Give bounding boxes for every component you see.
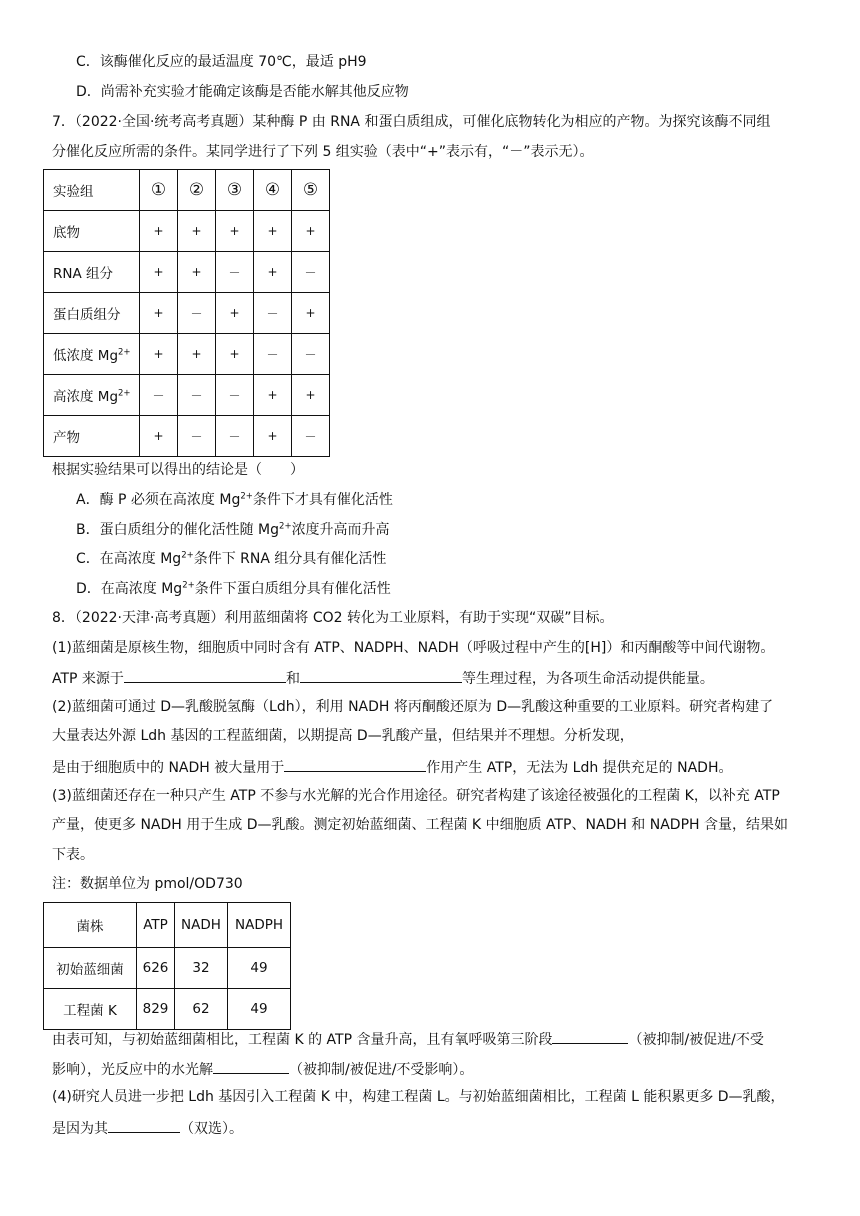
- q8-p3-line3: 下表。: [52, 847, 94, 863]
- table-row: [44, 293, 330, 334]
- text: 和: [285, 671, 300, 687]
- q8-p3-line1: (3)蓝细菌还存在一种只产生 ATP 不参与水光解的光合作用途径。研究者构建了该途径被强化的工程菌 K，以补充 ATP: [52, 788, 780, 804]
- header-cell: ATP: [137, 903, 175, 948]
- q7-experiment-table: [43, 169, 330, 457]
- q8-p3-line2: 产量，使更多 NADH 用于生成 D—乳酸。测定初始蓝细菌、工程菌 K 中细胞质 ATP、NADH 和 NADPH 含量，结果如: [52, 817, 789, 833]
- header-cell: ①: [140, 170, 178, 211]
- header-cell: ②: [178, 170, 216, 211]
- table-cell: －: [216, 375, 254, 416]
- table-cell: +: [254, 211, 292, 252]
- option-text: 浓度升高而升高: [291, 522, 390, 538]
- table-cell: +: [216, 211, 254, 252]
- table-cell: 初始蓝细菌: [44, 948, 137, 989]
- answer-blank[interactable]: [108, 1117, 180, 1133]
- table-cell: +: [140, 252, 178, 293]
- answer-blank[interactable]: [552, 1028, 628, 1044]
- q8-p4-line2: [52, 1117, 243, 1139]
- superscript: 2+: [181, 550, 194, 561]
- option-text: 条件下蛋白质组分具有催化活性: [194, 581, 391, 597]
- table-cell: +: [216, 293, 254, 334]
- header-cell: ⑤: [292, 170, 330, 211]
- q8-p1-line2: [52, 667, 714, 689]
- table-cell: －: [178, 416, 216, 457]
- table-cell: +: [178, 334, 216, 375]
- table-cell: －: [178, 375, 216, 416]
- text: 由表可知，与初始蓝细菌相比，工程菌 K 的 ATP 含量升高，且有氧呼吸第三阶段: [52, 1032, 553, 1048]
- row-label: [44, 211, 140, 252]
- option-text: 条件下 RNA 组分具有催化活性: [193, 551, 387, 567]
- q6-option-d: D．尚需补充实验才能确定该酶是否能水解其他反应物: [76, 84, 409, 100]
- answer-blank[interactable]: [213, 1058, 289, 1074]
- table-row: [44, 375, 330, 416]
- q8-p2-line3: [52, 756, 732, 778]
- text: ATP 来源于: [52, 671, 124, 687]
- q8-data-table: [43, 902, 291, 1030]
- answer-blank[interactable]: [300, 667, 462, 683]
- q8-stem: 8．（2022·天津·高考真题）利用蓝细菌将 CO2 转化为工业原料，有助于实现“双碳”目标。: [52, 610, 614, 626]
- row-label-text: 产物: [53, 430, 80, 446]
- table-cell: +: [140, 416, 178, 457]
- q6-option-c: C．该酶催化反应的最适温度 70℃，最适 pH9: [76, 54, 367, 70]
- header-cell: NADH: [175, 903, 228, 948]
- table-cell: +: [254, 375, 292, 416]
- table-cell: －: [216, 416, 254, 457]
- table-cell: +: [292, 375, 330, 416]
- table-row: [44, 252, 330, 293]
- header-cell: NADPH: [228, 903, 291, 948]
- table-cell: 49: [228, 948, 291, 989]
- table-cell: －: [140, 375, 178, 416]
- row-label: [44, 293, 140, 334]
- q8-p3-after-line2: [52, 1058, 473, 1080]
- q7-option-d: [76, 579, 391, 599]
- superscript: 2+: [240, 491, 253, 502]
- row-label-text: 蛋白质组分: [53, 307, 121, 323]
- table-cell: －: [292, 252, 330, 293]
- option-text: A．酶 P 必须在高浓度 Mg: [76, 492, 241, 508]
- row-label: [44, 375, 140, 416]
- q7-question: 根据实验结果可以得出的结论是（ ）: [52, 462, 304, 478]
- table-cell: +: [216, 334, 254, 375]
- q8-p1-line1: (1)蓝细菌是原核生物，细胞质中同时含有 ATP、NADPH、NADH（呼吸过程中产生的[H]）和丙酮酸等中间代谢物。: [52, 640, 775, 656]
- table-cell: +: [140, 211, 178, 252]
- answer-blank[interactable]: [284, 756, 426, 772]
- q7-stem-line1: 7．（2022·全国·统考高考真题）某种酶 P 由 RNA 和蛋白质组成，可催化底物转化为相应的产物。为探究该酶不同组: [52, 114, 771, 130]
- row-label-text: 底物: [53, 225, 80, 241]
- table-cell: +: [292, 211, 330, 252]
- option-text: C．在高浓度 Mg: [76, 551, 182, 567]
- superscript: 2+: [118, 388, 131, 399]
- table-cell: －: [178, 293, 216, 334]
- option-text: 条件下才具有催化活性: [252, 492, 393, 508]
- row-label-text: RNA 组分: [53, 266, 114, 282]
- table-cell: +: [254, 252, 292, 293]
- header-cell: 菌株: [44, 903, 137, 948]
- row-label: [44, 252, 140, 293]
- q7-option-b: [76, 520, 390, 540]
- table-row: [44, 416, 330, 457]
- table-cell: －: [216, 252, 254, 293]
- q7-option-a: [76, 490, 393, 510]
- text: （被抑制/被促进/不受影响）。: [289, 1062, 474, 1078]
- text: 影响），光反应中的水光解: [52, 1062, 213, 1078]
- table-row: [44, 948, 291, 989]
- superscript: 2+: [279, 521, 292, 532]
- q8-p3-after-line1: [52, 1028, 764, 1050]
- table-cell: +: [254, 416, 292, 457]
- table-cell: －: [254, 293, 292, 334]
- superscript: 2+: [182, 580, 195, 591]
- q8-p2-line1: (2)蓝细菌可通过 D—乳酸脱氢酶（Ldh），利用 NADH 将丙酮酸还原为 D—乳酸这种重要的工业原料。研究者构建了: [52, 699, 774, 715]
- header-cell: ③: [216, 170, 254, 211]
- q7-option-c: [76, 549, 386, 569]
- row-label-text: 高浓度 Mg: [53, 389, 119, 405]
- table-cell: －: [292, 416, 330, 457]
- table-cell: 626: [137, 948, 175, 989]
- text: （被抑制/被促进/不受: [628, 1032, 764, 1048]
- header-cell: 实验组: [44, 170, 140, 211]
- q8-p4-line1: (4)研究人员进一步把 Ldh 基因引入工程菌 K 中，构建工程菌 L。与初始蓝细菌相比，工程菌 L 能积累更多 D—乳酸，: [52, 1089, 785, 1105]
- table-cell: +: [178, 211, 216, 252]
- option-text: D．在高浓度 Mg: [76, 581, 183, 597]
- text: 是由于细胞质中的 NADH 被大量用于: [52, 760, 285, 776]
- table-row: [44, 211, 330, 252]
- table-cell: 工程菌 K: [44, 989, 137, 1030]
- row-label: [44, 334, 140, 375]
- superscript: 2+: [118, 347, 131, 358]
- table-cell: 62: [175, 989, 228, 1030]
- table-header-row: [44, 903, 291, 948]
- q8-note: 注：数据单位为 pmol/OD730: [52, 876, 243, 892]
- text: 作用产生 ATP，无法为 Ldh 提供充足的 NADH。: [426, 760, 733, 776]
- table-cell: －: [254, 334, 292, 375]
- table-cell: 32: [175, 948, 228, 989]
- text: 是因为其: [52, 1121, 108, 1137]
- table-cell: +: [140, 293, 178, 334]
- text: 等生理过程，为各项生命活动提供能量。: [461, 671, 714, 687]
- q8-p2-line2: 大量表达外源 Ldh 基因的工程蓝细菌，以期提高 D—乳酸产量，但结果并不理想。分析发现，: [52, 728, 634, 744]
- table-cell: +: [178, 252, 216, 293]
- header-cell: ④: [254, 170, 292, 211]
- table-cell: +: [140, 334, 178, 375]
- q7-stem-line2: 分催化反应所需的条件。某同学进行了下列 5 组实验（表中“+”表示有，“－”表示无）。: [52, 144, 594, 160]
- table-row: [44, 334, 330, 375]
- table-header-row: [44, 170, 330, 211]
- table-cell: +: [292, 293, 330, 334]
- row-label-text: 低浓度 Mg: [53, 348, 119, 364]
- table-cell: －: [292, 334, 330, 375]
- table-cell: 49: [228, 989, 291, 1030]
- option-text: B．蛋白质组分的催化活性随 Mg: [76, 522, 280, 538]
- row-label: [44, 416, 140, 457]
- answer-blank[interactable]: [124, 667, 286, 683]
- table-row: [44, 989, 291, 1030]
- text: （双选）。: [180, 1121, 243, 1137]
- table-cell: 829: [137, 989, 175, 1030]
